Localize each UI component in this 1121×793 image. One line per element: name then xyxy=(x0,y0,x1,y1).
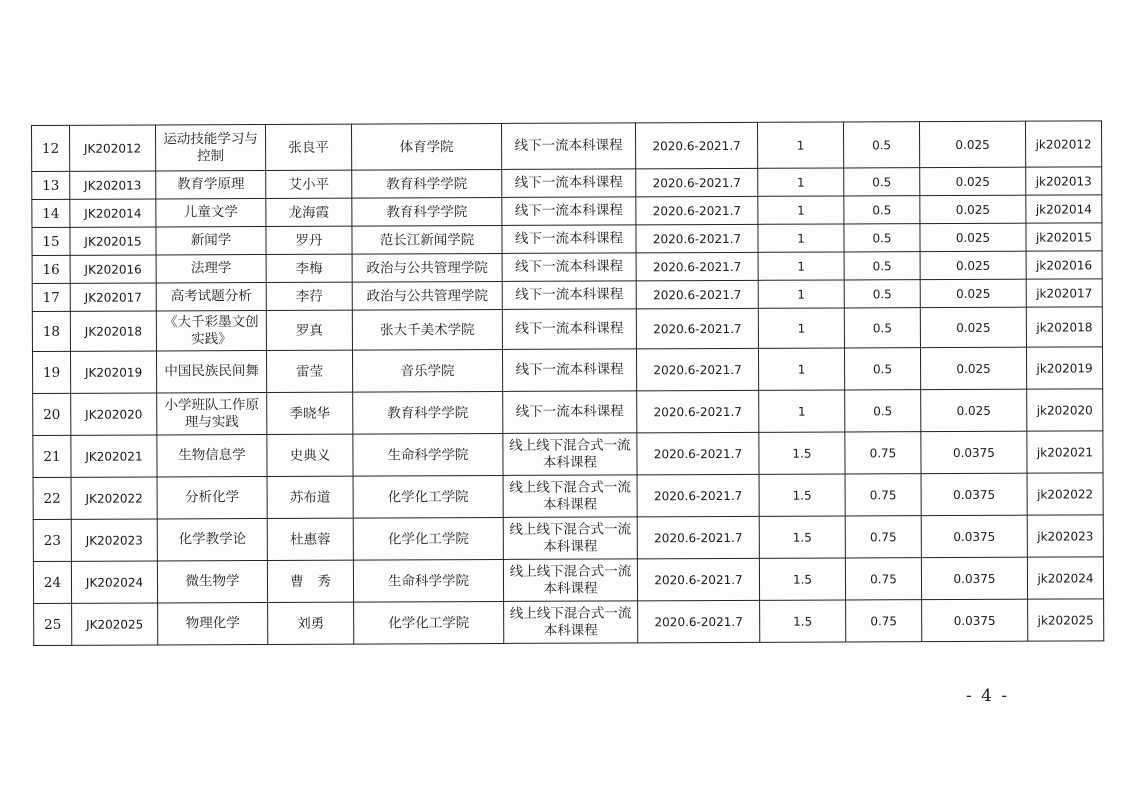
cell-course: 分析化学 xyxy=(157,476,267,518)
cell-teacher: 艾小平 xyxy=(266,170,352,198)
cell-college: 生命科学学院 xyxy=(353,433,503,476)
cell-type: 线下一流本科课程 xyxy=(502,197,636,226)
cell-no: 16 xyxy=(32,255,70,283)
cell-code: JK202015 xyxy=(70,227,156,255)
cell-teacher: 刘勇 xyxy=(268,602,354,644)
cell-period: 2020.6-2021.7 xyxy=(636,252,758,281)
cell-teacher: 李梅 xyxy=(266,254,352,282)
table-row xyxy=(33,473,1103,520)
cell-v3: 0.025 xyxy=(920,279,1026,307)
table-body xyxy=(32,121,1104,646)
cell-course: 小学班队工作原理与实践 xyxy=(157,392,267,434)
cell-id: jk202015 xyxy=(1026,223,1102,251)
cell-period: 2020.6-2021.7 xyxy=(636,196,758,225)
cell-code: JK202023 xyxy=(71,519,157,561)
cell-code: JK202017 xyxy=(70,283,156,311)
cell-id: jk202024 xyxy=(1027,557,1103,599)
cell-period: 2020.6-2021.7 xyxy=(637,390,759,433)
cell-period: 2020.6-2021.7 xyxy=(638,600,760,643)
cell-type: 线下一流本科课程 xyxy=(502,281,636,310)
cell-course: 儿童文学 xyxy=(156,198,266,226)
table-row xyxy=(33,389,1103,436)
cell-type: 线下一流本科课程 xyxy=(502,225,636,254)
cell-v2: 0.75 xyxy=(845,558,921,600)
table-row xyxy=(33,431,1103,478)
cell-code: JK202021 xyxy=(71,435,157,477)
cell-teacher: 张良平 xyxy=(265,124,351,170)
cell-type: 线上线下混合式一流本科课程 xyxy=(503,517,637,560)
cell-college: 音乐学院 xyxy=(352,349,502,392)
cell-v1: 1 xyxy=(758,308,844,348)
cell-type: 线上线下混合式一流本科课程 xyxy=(503,559,637,602)
cell-period: 2020.6-2021.7 xyxy=(636,224,758,253)
cell-v1: 1.5 xyxy=(759,474,845,516)
cell-v1: 1.5 xyxy=(759,516,845,558)
cell-period: 2020.6-2021.7 xyxy=(637,432,759,475)
cell-college: 教育科学学院 xyxy=(353,391,503,434)
cell-teacher: 史典义 xyxy=(267,434,353,476)
cell-v2: 0.5 xyxy=(844,252,920,280)
cell-v3: 0.025 xyxy=(921,389,1027,431)
cell-type: 线下一流本科课程 xyxy=(502,253,636,282)
table-row xyxy=(32,121,1102,172)
cell-v3: 0.0375 xyxy=(921,515,1027,557)
cell-course: 化学教学论 xyxy=(157,518,267,560)
cell-code: JK202016 xyxy=(70,255,156,283)
cell-v1: 1 xyxy=(757,122,843,168)
cell-v1: 1 xyxy=(758,280,844,308)
cell-v3: 0.025 xyxy=(920,307,1026,347)
cell-course: 新闻学 xyxy=(156,226,266,254)
cell-v3: 0.025 xyxy=(920,195,1026,223)
cell-college: 政治与公共管理学院 xyxy=(352,281,502,310)
cell-id: jk202025 xyxy=(1028,599,1104,641)
page-number: - 4 - xyxy=(966,686,1010,706)
cell-v1: 1.5 xyxy=(760,600,846,642)
cell-teacher: 罗真 xyxy=(266,310,352,350)
cell-college: 化学化工学院 xyxy=(354,601,504,644)
cell-teacher: 雷莹 xyxy=(266,350,352,392)
cell-type: 线下一流本科课程 xyxy=(502,349,636,392)
cell-id: jk202016 xyxy=(1026,251,1102,279)
cell-period: 2020.6-2021.7 xyxy=(636,308,758,349)
cell-code: JK202022 xyxy=(71,477,157,519)
cell-college: 化学化工学院 xyxy=(353,475,503,518)
cell-v3: 0.025 xyxy=(919,121,1025,167)
cell-v1: 1 xyxy=(758,348,844,390)
cell-course: 生物信息学 xyxy=(157,434,267,476)
cell-v1: 1 xyxy=(758,196,844,224)
cell-course: 法理学 xyxy=(156,254,266,282)
cell-v3: 0.0375 xyxy=(921,431,1027,473)
cell-v3: 0.0375 xyxy=(922,599,1028,641)
cell-code: JK202012 xyxy=(70,125,156,171)
cell-id: jk202012 xyxy=(1025,121,1101,167)
cell-v3: 0.0375 xyxy=(921,473,1027,515)
cell-period: 2020.6-2021.7 xyxy=(637,516,759,559)
cell-type: 线上线下混合式一流本科课程 xyxy=(503,475,637,518)
cell-v2: 0.5 xyxy=(844,196,920,224)
cell-no: 14 xyxy=(32,199,70,227)
cell-id: jk202013 xyxy=(1026,167,1102,195)
cell-id: jk202019 xyxy=(1026,347,1102,389)
cell-college: 生命科学学院 xyxy=(353,559,503,602)
table-row xyxy=(33,515,1103,562)
table-row xyxy=(34,599,1104,646)
cell-type: 线上线下混合式一流本科课程 xyxy=(504,601,638,644)
cell-code: JK202018 xyxy=(70,311,156,351)
cell-v1: 1 xyxy=(758,224,844,252)
cell-id: jk202021 xyxy=(1027,431,1103,473)
cell-period: 2020.6-2021.7 xyxy=(637,558,759,601)
cell-type: 线下一流本科课程 xyxy=(503,391,637,434)
cell-course: 微生物学 xyxy=(157,560,267,602)
cell-no: 24 xyxy=(33,561,71,603)
cell-v2: 0.75 xyxy=(845,516,921,558)
course-table xyxy=(31,120,1104,646)
cell-college: 张大千美术学院 xyxy=(352,309,502,350)
cell-period: 2020.6-2021.7 xyxy=(635,122,757,169)
cell-teacher: 季晓华 xyxy=(267,392,353,434)
cell-v1: 1.5 xyxy=(759,558,845,600)
cell-period: 2020.6-2021.7 xyxy=(636,348,758,391)
cell-no: 15 xyxy=(32,227,70,255)
cell-v2: 0.5 xyxy=(844,348,920,390)
cell-id: jk202014 xyxy=(1026,195,1102,223)
cell-type: 线下一流本科课程 xyxy=(501,123,635,170)
cell-teacher: 曹 秀 xyxy=(267,560,353,602)
cell-college: 化学化工学院 xyxy=(353,517,503,560)
cell-code: JK202025 xyxy=(72,603,158,645)
cell-v2: 0.5 xyxy=(844,168,920,196)
cell-no: 21 xyxy=(33,435,71,477)
cell-type: 线下一流本科课程 xyxy=(502,169,636,198)
cell-teacher: 龙海霞 xyxy=(266,198,352,226)
cell-college: 范长江新闻学院 xyxy=(352,225,502,254)
cell-code: JK202019 xyxy=(70,351,156,393)
cell-college: 政治与公共管理学院 xyxy=(352,253,502,282)
cell-v3: 0.025 xyxy=(920,347,1026,389)
table-row xyxy=(32,307,1102,352)
cell-no: 12 xyxy=(32,125,70,171)
cell-v2: 0.75 xyxy=(845,474,921,516)
cell-v3: 0.025 xyxy=(920,167,1026,195)
cell-v1: 1 xyxy=(758,168,844,196)
cell-course: 物理化学 xyxy=(158,602,268,644)
cell-code: JK202024 xyxy=(71,561,157,603)
cell-v2: 0.75 xyxy=(845,432,921,474)
cell-code: JK202020 xyxy=(71,393,157,435)
cell-period: 2020.6-2021.7 xyxy=(636,168,758,197)
cell-no: 25 xyxy=(34,603,72,645)
cell-college: 教育科学学院 xyxy=(352,197,502,226)
cell-type: 线上线下混合式一流本科课程 xyxy=(503,433,637,476)
cell-v3: 0.025 xyxy=(920,251,1026,279)
cell-period: 2020.6-2021.7 xyxy=(637,474,759,517)
cell-id: jk202018 xyxy=(1026,307,1102,347)
cell-college: 体育学院 xyxy=(351,123,501,170)
cell-no: 13 xyxy=(32,171,70,199)
table-row xyxy=(32,347,1102,394)
cell-teacher: 李荇 xyxy=(266,282,352,310)
cell-course: 教育学原理 xyxy=(156,170,266,198)
cell-no: 20 xyxy=(33,393,71,435)
cell-no: 19 xyxy=(32,351,70,393)
table-row xyxy=(33,557,1103,604)
cell-id: jk202017 xyxy=(1026,279,1102,307)
cell-no: 17 xyxy=(32,283,70,311)
cell-no: 22 xyxy=(33,477,71,519)
cell-code: JK202014 xyxy=(70,199,156,227)
cell-v2: 0.5 xyxy=(843,122,919,168)
cell-v1: 1 xyxy=(759,390,845,432)
cell-college: 教育科学学院 xyxy=(352,169,502,198)
cell-v2: 0.5 xyxy=(845,390,921,432)
cell-v2: 0.5 xyxy=(844,280,920,308)
cell-teacher: 苏布道 xyxy=(267,476,353,518)
cell-v3: 0.0375 xyxy=(921,557,1027,599)
cell-id: jk202022 xyxy=(1027,473,1103,515)
cell-v2: 0.5 xyxy=(844,224,920,252)
cell-type: 线下一流本科课程 xyxy=(502,309,636,350)
cell-no: 23 xyxy=(33,519,71,561)
cell-v3: 0.025 xyxy=(920,223,1026,251)
cell-v1: 1 xyxy=(758,252,844,280)
cell-id: jk202023 xyxy=(1027,515,1103,557)
cell-course: 《大千彩墨文创实践》 xyxy=(156,310,266,350)
cell-course: 运动技能学习与控制 xyxy=(156,124,266,170)
cell-code: JK202013 xyxy=(70,171,156,199)
cell-teacher: 罗丹 xyxy=(266,226,352,254)
cell-course: 中国民族民间舞 xyxy=(156,350,266,392)
cell-teacher: 杜惠蓉 xyxy=(267,518,353,560)
cell-v1: 1.5 xyxy=(759,432,845,474)
cell-course: 高考试题分析 xyxy=(156,282,266,310)
cell-v2: 0.75 xyxy=(846,600,922,642)
cell-id: jk202020 xyxy=(1027,389,1103,431)
cell-no: 18 xyxy=(32,311,70,351)
cell-v2: 0.5 xyxy=(844,308,920,348)
cell-period: 2020.6-2021.7 xyxy=(636,280,758,309)
